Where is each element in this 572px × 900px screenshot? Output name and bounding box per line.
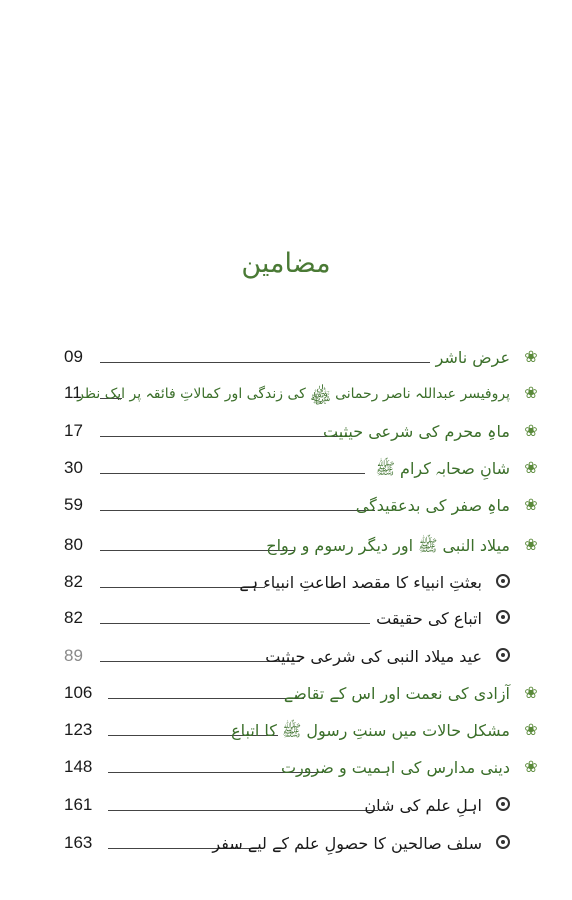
toc-entry[interactable] (64, 380, 540, 410)
leader-line (100, 436, 350, 437)
page-number: 123 (64, 720, 93, 739)
flower-icon: ❀ (524, 757, 538, 776)
page-number: 82 (64, 608, 83, 627)
toc-subentry[interactable] (64, 605, 540, 635)
entry-title: اہلِ علم کی شان (364, 796, 482, 815)
page-number: 89 (64, 646, 83, 665)
target-bullet-icon (496, 835, 510, 849)
entry-title: ماہِ صفر کی بدعقیدگی (355, 496, 510, 515)
flower-icon: ❀ (524, 458, 538, 477)
page-number: 30 (64, 458, 83, 477)
entry-title: اتباع کی حقیقت (376, 609, 482, 628)
entry-title: بعثتِ انبیاء کا مقصد اطاعتِ انبیاء ہے (239, 573, 482, 592)
entry-title: مشکل حالات میں سنتِ رسول ﷺ کا اتباع (231, 721, 510, 740)
leader-line (100, 362, 430, 363)
page-number: 148 (64, 757, 93, 776)
entry-title: میلاد النبی ﷺ اور دیگر رسوم و رواج (266, 536, 510, 555)
entry-title: ماہِ محرم کی شرعی حیثیت (323, 422, 510, 441)
flower-icon: ❀ (524, 683, 538, 702)
entry-title: شانِ صحابہ کرام ﷺ (375, 459, 510, 478)
page-number: 82 (64, 572, 83, 591)
page-number: 161 (64, 795, 93, 814)
page-number: 09 (64, 347, 83, 366)
target-bullet-icon (496, 797, 510, 811)
page-number: 163 (64, 833, 93, 852)
toc-subentry[interactable] (64, 569, 540, 599)
entry-title: پروفیسر عبداللہ ناصر رحمانی ﷾ کی زندگی اور کمالاتِ فائقہ پر ایک نظر (77, 386, 510, 402)
toc-subentry[interactable] (64, 792, 540, 822)
entry-title: دینی مدارس کی اہمیت و ضرورت (280, 758, 510, 777)
page-number: 80 (64, 535, 83, 554)
leader-line (100, 473, 365, 474)
page-title: مضامین (241, 248, 331, 279)
leader-line (100, 623, 370, 624)
page-number: 106 (64, 683, 93, 702)
toc-entry[interactable] (64, 532, 540, 562)
toc-entry[interactable] (64, 418, 540, 448)
toc-entry[interactable] (64, 455, 540, 485)
flower-icon: ❀ (524, 383, 538, 402)
flower-icon: ❀ (524, 535, 538, 554)
entry-title: عرض ناشر (435, 348, 510, 367)
toc-entry[interactable] (64, 492, 540, 522)
page-number: 59 (64, 495, 83, 514)
toc-entry[interactable] (64, 344, 540, 374)
toc-subentry[interactable] (64, 830, 540, 860)
leader-line (108, 698, 304, 699)
page-number: 11 (64, 383, 82, 402)
flower-icon: ❀ (524, 421, 538, 440)
entry-title: سلف صالحین کا حصولِ علم کے لیے سفر (212, 834, 482, 853)
leader-line (100, 510, 375, 511)
toc-entry[interactable] (64, 680, 540, 710)
target-bullet-icon (496, 648, 510, 662)
leader-line (108, 810, 378, 811)
target-bullet-icon (496, 610, 510, 624)
entry-title: آزادی کی نعمت اور اس کے تقاضے (283, 684, 510, 703)
flower-icon: ❀ (524, 347, 538, 366)
toc-entry[interactable] (64, 754, 540, 784)
toc-entry[interactable] (64, 717, 540, 747)
page-number: 17 (64, 421, 83, 440)
toc-subentry[interactable] (64, 643, 540, 673)
entry-title: عید میلاد النبی کی شرعی حیثیت (265, 647, 482, 666)
flower-icon: ❀ (524, 720, 538, 739)
target-bullet-icon (496, 574, 510, 588)
flower-icon: ❀ (524, 495, 538, 514)
